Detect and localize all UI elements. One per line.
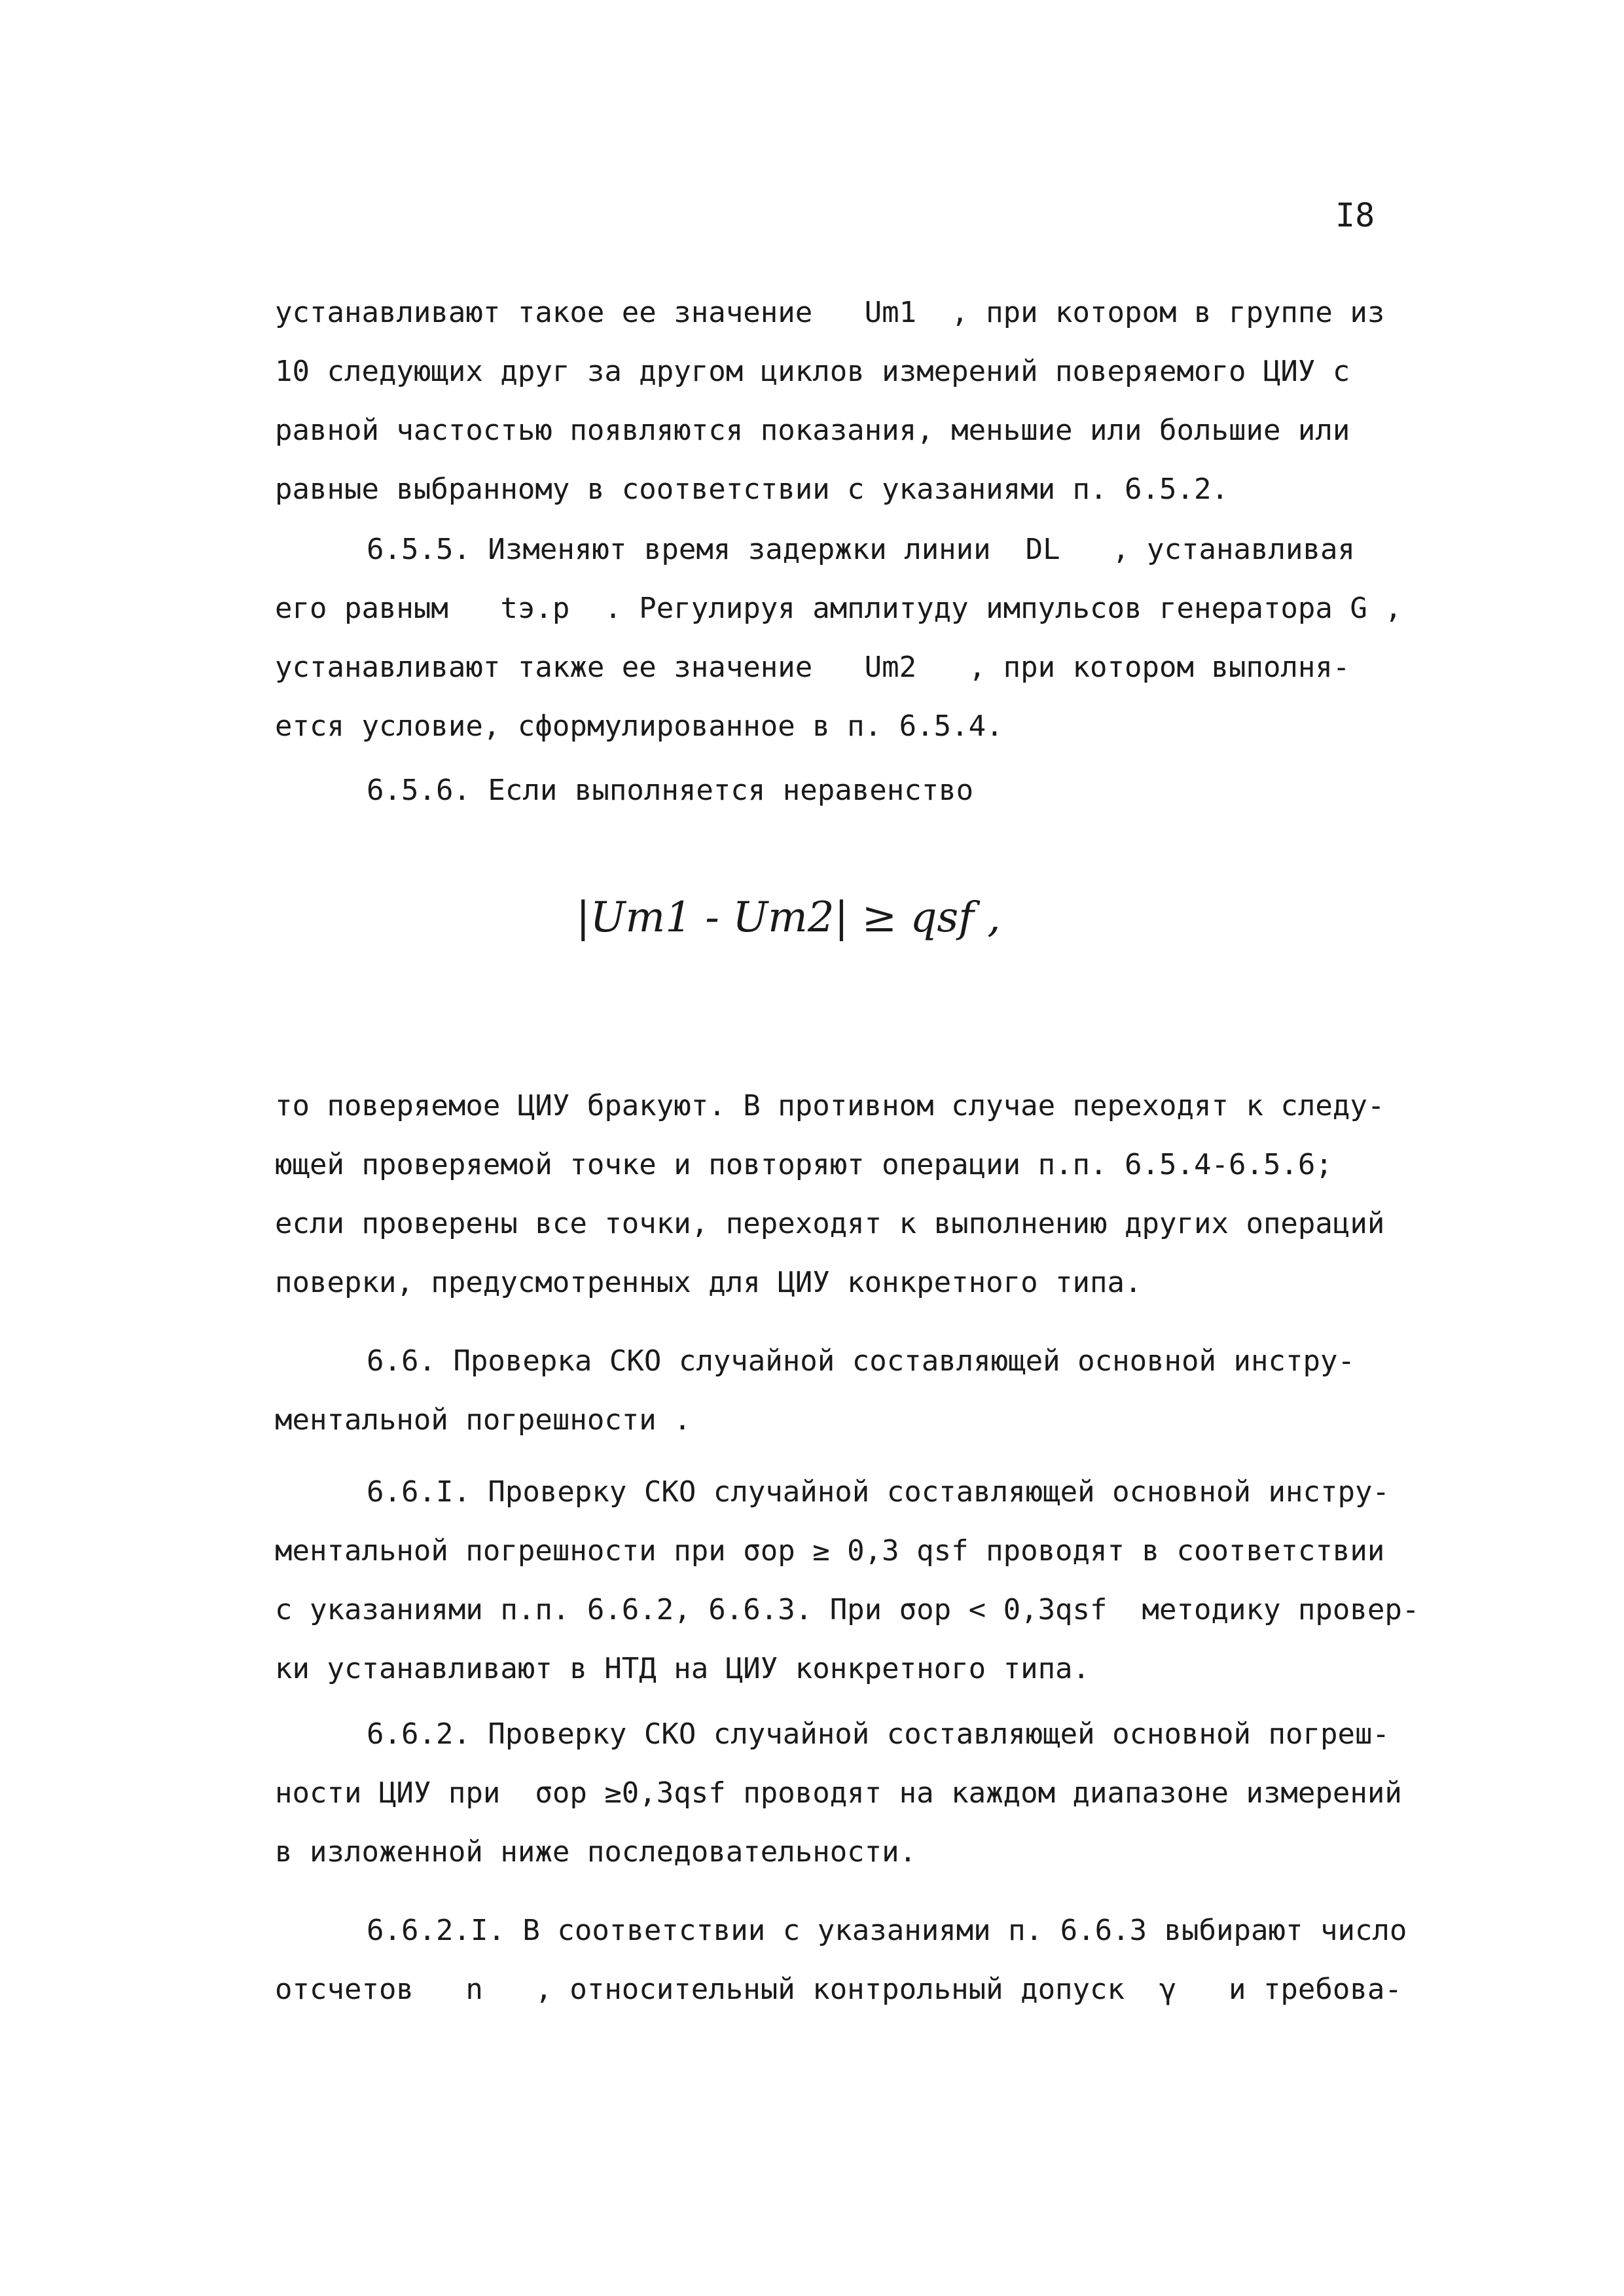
text-line: равной частостью появляются показания, меньшие или большие или [275, 414, 1350, 447]
text-line: ности ЦИУ при σор ≥0,3qsf проводят на каждом диапазоне измерений [275, 1776, 1402, 1810]
text-line: 6.5.6. Если выполняется неравенство [367, 774, 974, 807]
text-line: ющей проверяемой точке и повторяют операции п.п. 6.5.4-6.5.6; [275, 1148, 1333, 1181]
text-line: то поверяемое ЦИУ бракуют. В противном случае переходят к следу- [275, 1089, 1385, 1122]
text-line: 6.6.2. Проверку СКО случайной составляющей основной погреш- [367, 1717, 1390, 1751]
text-line: его равным tэ.р . Регулируя амплитуду импульсов генератора G , [275, 592, 1402, 625]
page-number: I8 [1335, 196, 1375, 234]
inequality-formula: |Um1 - Um2| ≥ qsf , [576, 893, 1001, 942]
text-line: устанавливают также ее значение Um2 , при котором выполня- [275, 651, 1350, 684]
text-line: 6.6.2.I. В соответствии с указаниями п. 6.6.3 выбирают число [367, 1914, 1407, 1947]
text-line: ментальной погрешности при σор ≥ 0,3 qsf проводят в соответствии [275, 1534, 1385, 1568]
text-line: отсчетов n , относительный контрольный допуск γ и требова- [275, 1973, 1402, 2006]
text-line: равные выбранному в соответствии с указаниями п. 6.5.2. [275, 473, 1229, 506]
section-heading-cont: ментальной погрешности . [275, 1403, 691, 1437]
text-line: устанавливают такое ее значение Um1 , при котором в группе из [275, 296, 1385, 329]
text-line: 6.5.5. Изменяют время задержки линии DL , устанавливая [367, 533, 1355, 566]
text-line: в изложенной ниже последовательности. [275, 1835, 917, 1869]
text-line: если проверены все точки, переходят к выполнению других операций [275, 1207, 1385, 1240]
text-line: 10 следующих друг за другом циклов измерений поверяемого ЦИУ с [275, 355, 1350, 388]
text-line: ки устанавливают в НТД на ЦИУ конкретного типа. [275, 1652, 1091, 1685]
text-line: поверки, предусмотренных для ЦИУ конкретного типа. [275, 1266, 1142, 1299]
text-line: с указаниями п.п. 6.6.2, 6.6.3. При σор < 0,3qsf методику провер- [275, 1593, 1420, 1626]
text-line: 6.6.I. Проверку СКО случайной составляющей основной инстру- [367, 1475, 1390, 1509]
text-line: ется условие, сформулированное в п. 6.5.4. [275, 709, 1003, 743]
section-heading: 6.6. Проверка СКО случайной составляющей основной инстру- [367, 1344, 1355, 1378]
